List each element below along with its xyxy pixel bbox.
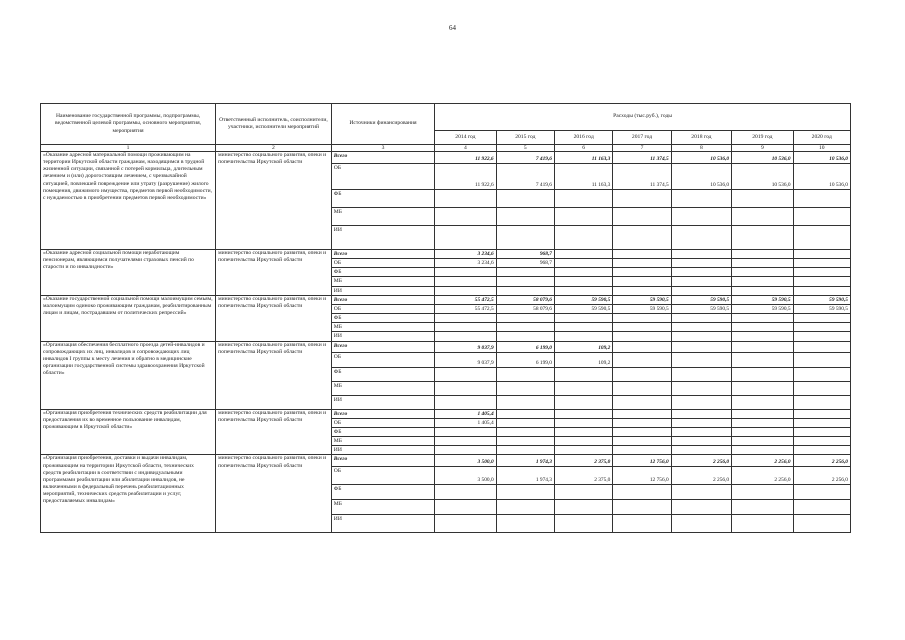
expense-value: 59 590,5 — [793, 295, 850, 304]
expense-value — [613, 409, 671, 418]
expense-value — [613, 208, 671, 226]
header-year: 2019 год — [732, 131, 793, 145]
expense-value: 109,2 — [555, 341, 613, 352]
expense-value — [613, 437, 671, 446]
expense-value: 11 374,5 — [613, 152, 671, 164]
expense-value — [555, 332, 613, 341]
expense-value: 1 974,3 — [496, 467, 554, 485]
expense-value — [671, 515, 731, 533]
expense-value — [732, 226, 793, 250]
table-row — [41, 341, 851, 352]
expense-value — [793, 437, 850, 446]
expense-value: 2 375,0 — [555, 467, 613, 485]
column-number: 1 — [41, 145, 216, 152]
expense-value: 55 472,5 — [435, 304, 496, 313]
expense-value — [555, 208, 613, 226]
expense-value: 12 756,0 — [613, 467, 671, 485]
table-row — [41, 409, 851, 418]
expense-value: 9 037,9 — [435, 352, 496, 367]
expense-value: 109,2 — [555, 352, 613, 367]
expense-value — [496, 427, 554, 436]
expense-value — [793, 485, 850, 500]
expense-value — [435, 226, 496, 250]
event-executor: министерство социального развития, опеки и попечительства Иркутской области — [216, 341, 332, 409]
expense-value — [496, 277, 554, 286]
expense-value — [793, 268, 850, 277]
funding-source: ФБ — [331, 268, 434, 277]
expense-value: 58 079,6 — [496, 304, 554, 313]
expense-value — [496, 500, 554, 515]
column-number: 6 — [555, 145, 613, 152]
expense-value — [555, 500, 613, 515]
expense-value — [613, 381, 671, 395]
expense-value — [732, 277, 793, 286]
expense-value — [732, 427, 793, 436]
expense-value: 2 256,0 — [732, 455, 793, 467]
expense-value — [555, 409, 613, 418]
funding-source: МБ — [331, 437, 434, 446]
expense-value — [671, 250, 731, 259]
funding-source: Всего — [331, 409, 434, 418]
funding-source: ИИ — [331, 286, 434, 295]
expense-value — [435, 323, 496, 332]
expense-value — [613, 323, 671, 332]
expense-value — [435, 190, 496, 208]
expense-value: 9 037,9 — [435, 341, 496, 352]
expense-value — [613, 352, 671, 367]
expense-value — [613, 286, 671, 295]
expense-value — [496, 226, 554, 250]
expense-value — [671, 277, 731, 286]
expense-value — [671, 286, 731, 295]
funding-source: ОБ — [331, 164, 434, 190]
expense-value — [613, 500, 671, 515]
expense-value: 968,7 — [496, 259, 554, 268]
expense-value — [793, 515, 850, 533]
expense-value: 58 079,6 — [496, 295, 554, 304]
expense-value — [555, 226, 613, 250]
header-year: 2017 год — [613, 131, 671, 145]
expense-value — [613, 395, 671, 409]
expense-value — [793, 226, 850, 250]
expense-value: 7 419,6 — [496, 152, 554, 164]
expense-value — [793, 500, 850, 515]
expense-value — [732, 341, 793, 352]
expense-value — [496, 418, 554, 427]
column-number: 10 — [793, 145, 850, 152]
expense-value — [732, 268, 793, 277]
expense-value: 59 590,5 — [732, 304, 793, 313]
expense-value: 1 405,4 — [435, 409, 496, 418]
expense-value: 59 590,5 — [613, 295, 671, 304]
expense-value — [671, 323, 731, 332]
expense-value — [613, 259, 671, 268]
event-name: «Оказание государственной социальной помощи малоимущим семьям, малоимущим одиноко проживающим гражданам, реабилитированным лицам и лицам, пострадавшим от политических репрессий» — [41, 295, 216, 341]
event-executor: министерство социального развития, опеки и попечительства Иркутской области — [216, 455, 332, 533]
expense-value — [732, 409, 793, 418]
expense-value — [496, 323, 554, 332]
column-number: 3 — [331, 145, 434, 152]
expense-value — [496, 395, 554, 409]
expense-value — [793, 259, 850, 268]
expense-value — [555, 427, 613, 436]
event-executor: министерство социального развития, опеки и попечительства Иркутской области — [216, 250, 332, 296]
expense-value — [555, 485, 613, 500]
expense-value — [613, 332, 671, 341]
expense-value — [793, 190, 850, 208]
expense-value — [793, 277, 850, 286]
expense-value — [732, 437, 793, 446]
expense-value — [435, 286, 496, 295]
expense-value: 6 199,0 — [496, 352, 554, 367]
header-source: Источники финансирования — [331, 104, 434, 145]
expense-value — [732, 381, 793, 395]
expense-value — [793, 446, 850, 455]
header-year: 2014 год — [435, 131, 496, 145]
funding-source: МБ — [331, 208, 434, 226]
expense-value — [496, 367, 554, 381]
expense-value — [732, 352, 793, 367]
expense-value: 11 922,6 — [435, 152, 496, 164]
expense-value — [496, 485, 554, 500]
expense-value: 10 536,0 — [671, 164, 731, 190]
expense-value — [613, 485, 671, 500]
column-number: 7 — [613, 145, 671, 152]
expense-value — [555, 437, 613, 446]
expense-value — [555, 515, 613, 533]
expense-value — [435, 485, 496, 500]
expense-value: 2 256,0 — [671, 455, 731, 467]
expense-value — [435, 268, 496, 277]
funding-source: Всего — [331, 341, 434, 352]
event-name: «Организация приобретения, доставки и выдачи инвалидам, проживающим на территории Иркутской области, технических средств реабилитации в соответствии с индивидуальными программами реабилитации или абилитации инвалидов, не включенными в федеральный перечень реабилитационных мероприятий, технических средств реабилитации и услуг, предоставляемых инвалидам» — [41, 455, 216, 533]
funding-source: ИИ — [331, 226, 434, 250]
expense-value — [435, 395, 496, 409]
expense-value — [671, 332, 731, 341]
expense-value — [435, 277, 496, 286]
expense-value — [496, 314, 554, 323]
funding-source: ФБ — [331, 427, 434, 436]
expense-value — [732, 395, 793, 409]
expense-value — [435, 381, 496, 395]
expense-value — [793, 323, 850, 332]
funding-source: МБ — [331, 500, 434, 515]
expense-value: 6 199,0 — [496, 341, 554, 352]
expense-value — [613, 427, 671, 436]
event-executor: министерство социального развития, опеки и попечительства Иркутской области — [216, 295, 332, 341]
expense-value — [671, 409, 731, 418]
expense-value — [793, 367, 850, 381]
expense-value — [555, 277, 613, 286]
expense-value — [671, 418, 731, 427]
funding-source: ИИ — [331, 515, 434, 533]
header-year: 2018 год — [671, 131, 731, 145]
header-name: Наименование государственной программы, подпрограммы, ведомственной целевой программы, основного мероприятия, мероприятия — [41, 104, 216, 145]
expense-value: 11 163,3 — [555, 164, 613, 190]
expense-value — [435, 208, 496, 226]
expense-value — [671, 208, 731, 226]
expense-value — [613, 226, 671, 250]
expense-value — [496, 437, 554, 446]
expense-value: 59 590,5 — [671, 304, 731, 313]
expense-value: 10 536,0 — [671, 152, 731, 164]
expense-value — [732, 500, 793, 515]
expense-value — [793, 395, 850, 409]
expense-value — [613, 314, 671, 323]
event-name: «Организация приобретения технических средств реабилитации для предоставления их во временное пользование инвалидам, проживающим в Иркутской области» — [41, 409, 216, 455]
funding-source: МБ — [331, 323, 434, 332]
funding-source: ОБ — [331, 467, 434, 485]
expense-value — [613, 341, 671, 352]
expense-value — [732, 332, 793, 341]
table-row — [41, 295, 851, 304]
expense-value — [732, 515, 793, 533]
table-row — [41, 455, 851, 467]
expense-value: 59 590,5 — [671, 295, 731, 304]
event-name: «Оказание адресной социальной помощи неработающим пенсионерам, являющимся получателями страховых пенсий по старости и по инвалидности» — [41, 250, 216, 296]
funding-source: ФБ — [331, 190, 434, 208]
event-executor: министерство социального развития, опеки и попечительства Иркутской области — [216, 152, 332, 250]
expense-value — [435, 427, 496, 436]
funding-source: ФБ — [331, 485, 434, 500]
expense-value — [671, 190, 731, 208]
expense-value — [793, 314, 850, 323]
expense-value — [793, 352, 850, 367]
expense-value: 59 590,5 — [793, 304, 850, 313]
expense-value: 3 234,6 — [435, 259, 496, 268]
funding-source: МБ — [331, 277, 434, 286]
funding-source: ОБ — [331, 418, 434, 427]
page-number: 64 — [449, 24, 456, 32]
expense-value — [613, 367, 671, 381]
expense-value — [793, 286, 850, 295]
expense-value — [732, 367, 793, 381]
expense-value — [555, 259, 613, 268]
expense-value: 10 536,0 — [732, 152, 793, 164]
expense-value — [613, 190, 671, 208]
funding-source: ИИ — [331, 395, 434, 409]
expense-value — [555, 268, 613, 277]
header-year: 2015 год — [496, 131, 554, 145]
expense-value — [555, 323, 613, 332]
expense-value — [613, 268, 671, 277]
expense-value: 59 590,5 — [555, 295, 613, 304]
expenses-table — [40, 103, 851, 533]
expense-value — [732, 208, 793, 226]
expense-value: 10 536,0 — [732, 164, 793, 190]
expense-value — [671, 341, 731, 352]
expense-value — [435, 314, 496, 323]
table-row — [41, 152, 851, 164]
expense-value: 2 256,0 — [793, 455, 850, 467]
funding-source: Всего — [331, 250, 434, 259]
expense-value: 59 590,5 — [555, 304, 613, 313]
funding-source: ФБ — [331, 314, 434, 323]
funding-source: Всего — [331, 455, 434, 467]
expense-value — [496, 286, 554, 295]
funding-source: ОБ — [331, 304, 434, 313]
expense-value: 1 974,3 — [496, 455, 554, 467]
header-year: 2020 год — [793, 131, 850, 145]
expense-value — [732, 446, 793, 455]
expense-value — [671, 314, 731, 323]
expense-value — [671, 485, 731, 500]
column-number: 2 — [216, 145, 332, 152]
expense-value — [613, 418, 671, 427]
funding-source: Всего — [331, 295, 434, 304]
expense-value — [613, 446, 671, 455]
expense-value — [496, 381, 554, 395]
expense-value — [732, 485, 793, 500]
expense-value: 968,7 — [496, 250, 554, 259]
expense-value — [555, 418, 613, 427]
expense-value — [496, 409, 554, 418]
expense-value — [671, 446, 731, 455]
expense-value — [671, 367, 731, 381]
expense-value: 10 536,0 — [793, 152, 850, 164]
expense-value — [732, 250, 793, 259]
expense-value — [671, 437, 731, 446]
expense-value — [555, 381, 613, 395]
expense-value — [793, 332, 850, 341]
expense-value — [555, 395, 613, 409]
expense-value: 3 500,0 — [435, 455, 496, 467]
expense-value — [671, 395, 731, 409]
funding-source: ИИ — [331, 332, 434, 341]
column-number: 4 — [435, 145, 496, 152]
expense-value — [496, 515, 554, 533]
funding-source: МБ — [331, 381, 434, 395]
expense-value — [435, 500, 496, 515]
expense-value — [793, 208, 850, 226]
expense-value — [435, 367, 496, 381]
expense-value — [555, 190, 613, 208]
expense-value — [671, 500, 731, 515]
funding-source: ОБ — [331, 259, 434, 268]
expense-value: 7 419,6 — [496, 164, 554, 190]
expense-value: 2 256,0 — [732, 467, 793, 485]
expense-value — [613, 250, 671, 259]
expense-value — [671, 259, 731, 268]
funding-source: ОБ — [331, 352, 434, 367]
expense-value — [732, 314, 793, 323]
expense-value — [496, 268, 554, 277]
expense-value — [496, 208, 554, 226]
expense-value — [732, 323, 793, 332]
header-expenses: Расходы (тыс.руб.), годы — [435, 104, 851, 131]
event-name: «Организация обеспечения бесплатного проезда детей-инвалидов и сопровождающих их лиц, инвалидов и сопровождающих лиц инвалидов I группы к месту лечения и обратно в медицинские организации государственной системы здравоохранения Иркутской области» — [41, 341, 216, 409]
expense-value: 2 256,0 — [793, 467, 850, 485]
expense-value: 55 472,5 — [435, 295, 496, 304]
expense-value: 11 374,5 — [613, 164, 671, 190]
column-number: 8 — [671, 145, 731, 152]
expense-value: 59 590,5 — [613, 304, 671, 313]
expense-value — [793, 409, 850, 418]
expense-value — [732, 418, 793, 427]
expense-value — [671, 381, 731, 395]
expense-value — [671, 427, 731, 436]
expense-value: 2 256,0 — [671, 467, 731, 485]
funding-source: ИИ — [331, 446, 434, 455]
expense-value — [435, 332, 496, 341]
funding-source: ФБ — [331, 367, 434, 381]
expense-value — [555, 367, 613, 381]
expense-value: 3 234,6 — [435, 250, 496, 259]
expense-value — [671, 226, 731, 250]
expense-value — [435, 446, 496, 455]
expense-value: 11 163,3 — [555, 152, 613, 164]
table-row — [41, 250, 851, 259]
expense-value — [555, 446, 613, 455]
expense-value — [671, 268, 731, 277]
column-number: 9 — [732, 145, 793, 152]
expense-value — [613, 515, 671, 533]
expense-value — [435, 515, 496, 533]
column-number: 5 — [496, 145, 554, 152]
header-executor: Ответственный исполнитель, соисполнители, участники, исполнители мероприятий — [216, 104, 332, 145]
header-year: 2016 год — [555, 131, 613, 145]
expense-value — [496, 446, 554, 455]
expense-value — [793, 250, 850, 259]
expense-value: 12 756,0 — [613, 455, 671, 467]
expense-value — [793, 341, 850, 352]
expense-value — [555, 286, 613, 295]
expense-value — [555, 314, 613, 323]
expense-value: 10 536,0 — [793, 164, 850, 190]
event-executor: министерство социального развития, опеки и попечительства Иркутской области — [216, 409, 332, 455]
expense-value — [435, 437, 496, 446]
expense-value — [613, 277, 671, 286]
expense-value — [793, 418, 850, 427]
expense-value — [793, 381, 850, 395]
expense-value — [793, 427, 850, 436]
expense-value: 59 590,5 — [732, 295, 793, 304]
expense-value: 1 405,4 — [435, 418, 496, 427]
expense-value: 2 375,0 — [555, 455, 613, 467]
expense-value — [732, 286, 793, 295]
event-name: «Оказание адресной материальной помощи проживающим на территории Иркутской области гражданам, находящимся в трудной жизненной ситуации, связанной с потерей кормильца, длительным лечением и (или) дорогостоящим лечением, с чрезвычайной ситуацией, повлекшей повреждение или утрату (разрушение) жилого помещения, движимого имущества, предметов первой необходимости, с нуждаемостью в приобретении предметов первой необходимости» — [41, 152, 216, 250]
expense-value — [671, 352, 731, 367]
expense-value — [732, 190, 793, 208]
expense-value: 3 500,0 — [435, 467, 496, 485]
funding-source: Всего — [331, 152, 434, 164]
expense-value — [496, 190, 554, 208]
expense-value — [732, 259, 793, 268]
expense-value: 11 922,6 — [435, 164, 496, 190]
expense-value — [496, 332, 554, 341]
expense-value — [555, 250, 613, 259]
